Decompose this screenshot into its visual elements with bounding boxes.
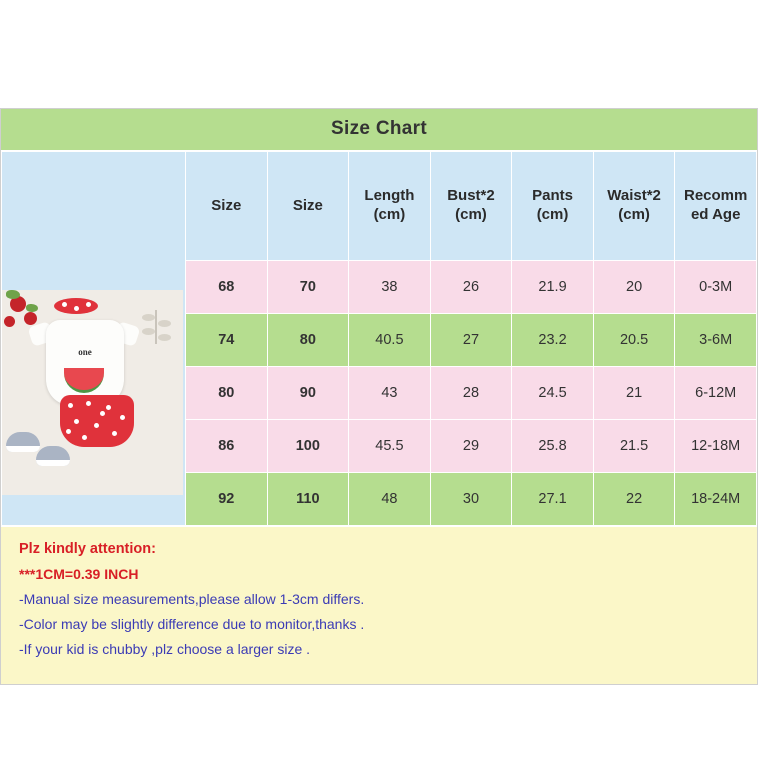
cell-pants: 21.9 xyxy=(512,261,594,314)
cell-bust: 28 xyxy=(430,367,512,420)
cell-size2: 110 xyxy=(267,473,349,526)
note-line-chubby: -If your kid is chubby ,plz choose a larger size . xyxy=(19,641,311,657)
strawberry-decor-icon xyxy=(24,312,37,325)
strawberry-decor-icon xyxy=(4,316,15,327)
product-photo-image xyxy=(2,290,183,495)
cell-waist: 21.5 xyxy=(593,420,675,473)
header-text: Size xyxy=(211,196,242,214)
size-chart-container xyxy=(0,108,758,685)
header-cell-pants xyxy=(512,152,594,261)
baby-shoe-left xyxy=(6,432,40,452)
cell-age: 3-6M xyxy=(675,314,757,367)
cell-waist: 21 xyxy=(593,367,675,420)
cell-length: 48 xyxy=(349,473,431,526)
table-header-row xyxy=(2,152,757,261)
cell-waist: 20 xyxy=(593,261,675,314)
cell-size1: 74 xyxy=(186,314,268,367)
header-text: Pants xyxy=(532,187,573,205)
cell-bust: 29 xyxy=(430,420,512,473)
header-cell-waist xyxy=(593,152,675,261)
cell-size2: 90 xyxy=(267,367,349,420)
cell-age: 6-12M xyxy=(675,367,757,420)
cell-bust: 26 xyxy=(430,261,512,314)
header-unit: (cm) xyxy=(536,206,569,223)
header-unit: (cm) xyxy=(373,206,406,223)
header-cell-age xyxy=(675,152,757,261)
romper-print-text: one xyxy=(78,347,92,357)
cell-size1: 80 xyxy=(186,367,268,420)
cell-bust: 30 xyxy=(430,473,512,526)
cell-size2: 70 xyxy=(267,261,349,314)
leaf-decor-icon xyxy=(6,290,20,299)
cell-waist: 22 xyxy=(593,473,675,526)
polka-dot-shorts xyxy=(60,395,134,447)
cell-pants: 25.8 xyxy=(512,420,594,473)
note-line-color: -Color may be slightly difference due to monitor,thanks . xyxy=(19,616,365,632)
header-text: Waist*2 xyxy=(607,187,661,205)
product-photo xyxy=(2,152,183,525)
hair-bow xyxy=(54,298,98,314)
cell-length: 40.5 xyxy=(349,314,431,367)
cell-size2: 80 xyxy=(267,314,349,367)
cell-size1: 68 xyxy=(186,261,268,314)
cell-age: 0-3M xyxy=(675,261,757,314)
cell-waist: 20.5 xyxy=(593,314,675,367)
header-text: Length xyxy=(364,187,415,205)
note-line-measurement: -Manual size measurements,please allow 1-3cm differs. xyxy=(19,591,365,607)
cell-length: 43 xyxy=(349,367,431,420)
cell-length: 45.5 xyxy=(349,420,431,473)
header-unit: (cm) xyxy=(618,206,650,223)
header-text: Size xyxy=(292,196,323,214)
leaf-decor-icon xyxy=(26,304,38,312)
cell-size1: 86 xyxy=(186,420,268,473)
cell-bust: 27 xyxy=(430,314,512,367)
cell-pants: 27.1 xyxy=(512,473,594,526)
cell-pants: 24.5 xyxy=(512,367,594,420)
header-text-2: ed Age xyxy=(690,206,741,223)
notes-heading: Plz kindly attention: xyxy=(19,541,156,557)
notes-section xyxy=(1,526,757,684)
header-cell-bust xyxy=(430,152,512,261)
header-unit: (cm) xyxy=(455,206,487,223)
cell-size2: 100 xyxy=(267,420,349,473)
header-cell-size2 xyxy=(267,152,349,261)
cell-age: 12-18M xyxy=(675,420,757,473)
dried-sprig-decor-icon xyxy=(139,308,175,348)
cell-pants: 23.2 xyxy=(512,314,594,367)
note-line-inch: ***1CM=0.39 INCH xyxy=(19,566,139,582)
cell-age: 18-24M xyxy=(675,473,757,526)
header-text: Recomm xyxy=(684,187,748,205)
product-photo-cell xyxy=(2,152,186,526)
chart-title: Size Chart xyxy=(1,109,757,151)
cell-size1: 92 xyxy=(186,473,268,526)
size-table xyxy=(1,151,757,526)
header-cell-size1 xyxy=(186,152,268,261)
cell-length: 38 xyxy=(349,261,431,314)
baby-shoe-right xyxy=(36,446,70,466)
header-cell-length xyxy=(349,152,431,261)
header-text: Bust*2 xyxy=(447,187,495,205)
